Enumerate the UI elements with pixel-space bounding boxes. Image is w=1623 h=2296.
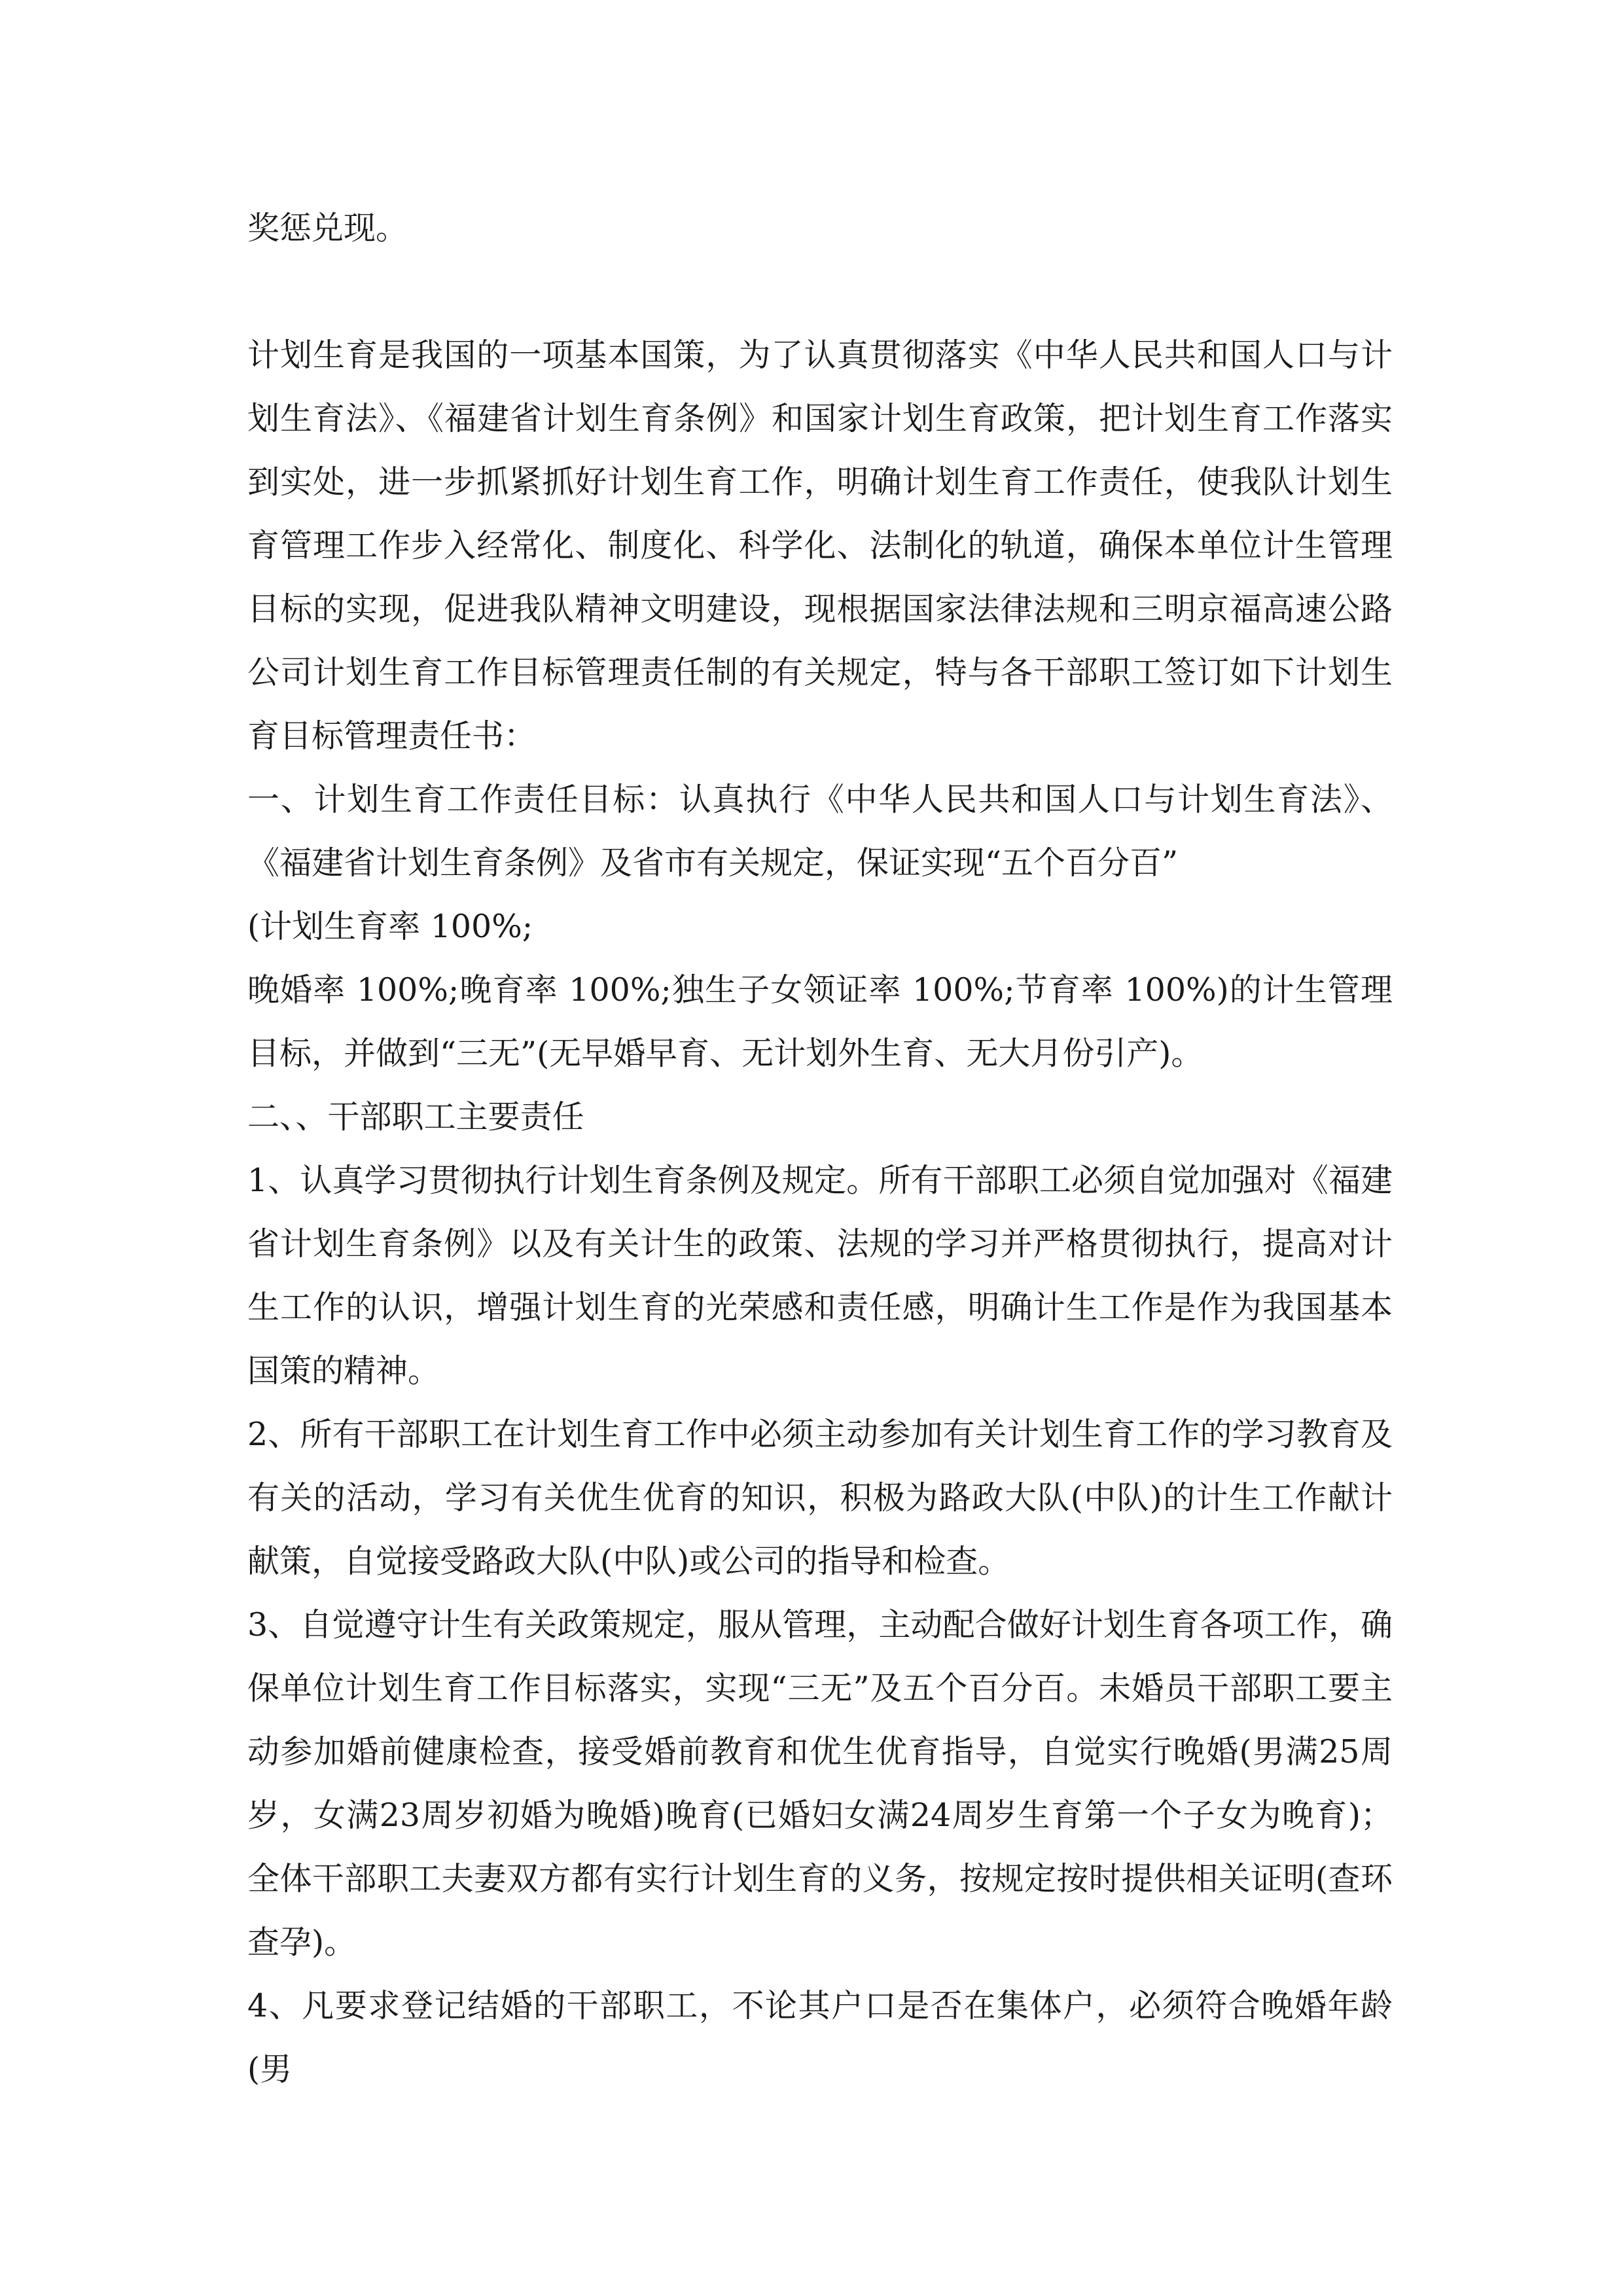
paragraph-item-3: 3、自觉遵守计生有关政策规定，服从管理，主动配合做好计划生育各项工作，确保单位计划生育工作目标落实，实现“三无”及五个百分百。未婚员干部职工要主动参加婚前健康检查，接受婚前教育和优生优育指导，自觉实行晚婚(男满25周岁，女满23周岁初婚为晚婚)晚育(已婚妇女满24周岁生育第一个子女为晚育)；全体干部职工夫妻双方都有实行计划生育的义务，按规定按时提供相关证明(查环查孕)。 <box>247 1606 1393 1961</box>
paragraph-item-1: 1、认真学习贯彻执行计划生育条例及规定。所有干部职工必须自觉加强对《福建省计划生育条例》以及有关计生的政策、法规的学习并严格贯彻执行，提高对计生工作的认识，增强计划生育的光荣感和责任感，明确计生工作是作为我国基本国策的精神。 <box>247 1162 1393 1390</box>
paragraph-rate-1: (计划生育率 100%; <box>247 908 533 945</box>
paragraph-target: 一、计划生育工作责任目标：认真执行《中华人民共和国人口与计划生育法》、《福建省计划生育条例》及省市有关规定，保证实现“五个百分百” <box>247 781 1393 882</box>
section-heading: 二、、干部职工主要责任 <box>247 1098 584 1136</box>
document-body <box>247 196 1393 2101</box>
paragraph-item-2: 2、所有干部职工在计划生育工作中必须主动参加有关计划生育工作的学习教育及有关的活动，学习有关优生优育的知识，积极为路政大队(中队)的计生工作献计献策，自觉接受路政大队(中队)或公司的指导和检查。 <box>247 1416 1393 1580</box>
paragraph-gap <box>247 260 1393 323</box>
paragraph-rate-2: 晚婚率 100%;晚育率 100%;独生子女领证率 100%;节育率 100%)的计生管理目标，并做到“三无”(无早婚早育、无计划外生育、无大月份引产)。 <box>247 971 1393 1072</box>
opening-line: 奖惩兑现。 <box>247 209 408 247</box>
paragraph-item-4: 4、凡要求登记结婚的干部职工，不论其户口是否在集体户，必须符合晚婚年龄(男 <box>247 1987 1393 2088</box>
paragraph-intro: 计划生育是我国的一项基本国策，为了认真贯彻落实《中华人民共和国人口与计划生育法》、《福建省计划生育条例》和国家计划生育政策，把计划生育工作落实到实处，进一步抓紧抓好计划生育工作，明确计划生育工作责任，使我队计划生育管理工作步入经常化、制度化、科学化、法制化的轨道，确保本单位计生管理目标的实现，促进我队精神文明建设，现根据国家法律法规和三明京福高速公路公司计划生育工作目标管理责任制的有关规定，特与各干部职工签订如下计划生育目标管理责任书： <box>247 336 1393 755</box>
